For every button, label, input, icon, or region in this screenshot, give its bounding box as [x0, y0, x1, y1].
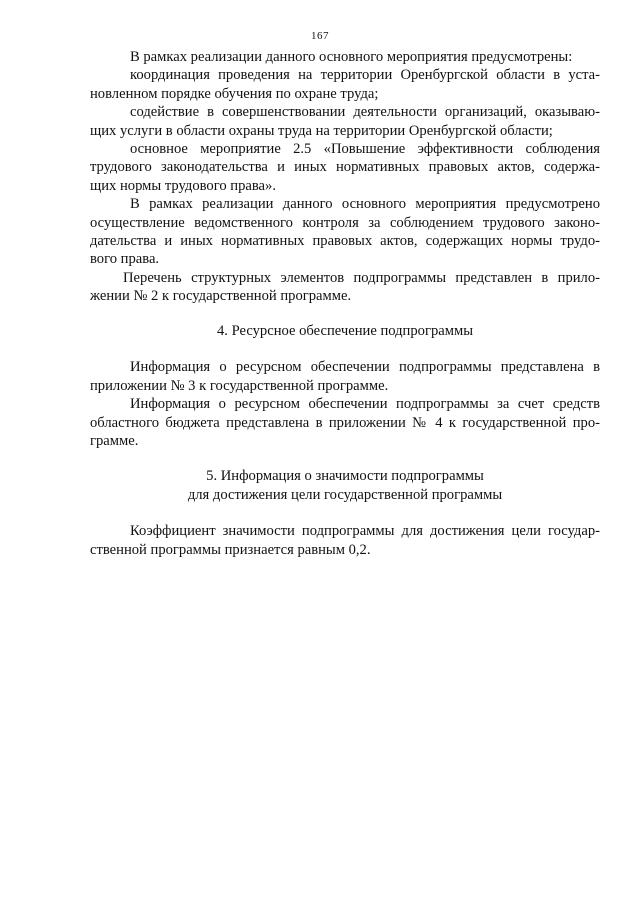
- paragraph-line: дательства и иных нормативных правовых актов, содержащих нормы трудо-: [90, 232, 600, 249]
- paragraph-line: Коэффициент значимости подпрограммы для достижения цели государ-: [130, 523, 600, 540]
- paragraph-line: Информация о ресурсном обеспечении подпрограммы представлена в: [130, 359, 600, 376]
- paragraph-line: Перечень структурных элементов подпрограммы представлен в прило-: [123, 269, 600, 286]
- paragraph-line: трудового законодательства и иных нормативных правовых актов, содержа-: [90, 159, 600, 176]
- paragraph-line: В рамках реализации данного основного мероприятия предусмотрено: [130, 196, 600, 213]
- paragraph: [90, 358, 600, 395]
- paragraph-line: содействие в совершенствовании деятельности организаций, оказываю-: [130, 104, 600, 121]
- paragraph: [90, 48, 600, 66]
- paragraph-line: щих нормы трудового права».: [90, 177, 276, 194]
- paragraph-line: щих услуги в области охраны труда на территории Оренбургской области;: [90, 122, 553, 139]
- paragraph-line: В рамках реализации данного основного мероприятия предусмотрены:: [130, 49, 573, 65]
- paragraph-line: грамме.: [90, 433, 139, 450]
- paragraph-line: основное мероприятие 2.5 «Повышение эффективности соблюдения: [130, 140, 600, 157]
- paragraph: [90, 269, 600, 306]
- paragraph-line: приложении № 3 к государственной программе.: [90, 377, 389, 394]
- paragraph-line: осуществление ведомственного контроля за соблюдением трудового законо-: [90, 214, 600, 231]
- section-heading: для достижения цели государственной программы: [187, 487, 503, 504]
- paragraph-line: вого права.: [90, 251, 160, 268]
- paragraph: [90, 66, 600, 103]
- paragraph: [90, 103, 600, 140]
- paragraph-line: координация проведения на территории Оренбургской области в уста-: [130, 67, 600, 84]
- paragraph: [90, 395, 600, 450]
- section-heading: 4. Ресурсное обеспечение подпрограммы: [216, 323, 473, 340]
- paragraph-line: жении № 2 к государственной программе.: [90, 288, 352, 305]
- paragraph-line: новленном порядке обучения по охране труда;: [90, 85, 379, 102]
- paragraph: [90, 522, 600, 559]
- paragraph: [90, 195, 600, 269]
- page-number: 167: [311, 30, 329, 42]
- section-heading: 5. Информация о значимости подпрограммы: [206, 468, 484, 485]
- paragraph-line: ственной программы признается равным 0,2.: [90, 541, 371, 558]
- paragraph-line: Информация о ресурсном обеспечении подпрограммы за счет средств: [130, 396, 600, 413]
- paragraph-line: областного бюджета представлена в приложении № 4 к государственной про-: [90, 414, 600, 431]
- document-body: [90, 48, 600, 559]
- paragraph: [90, 140, 600, 195]
